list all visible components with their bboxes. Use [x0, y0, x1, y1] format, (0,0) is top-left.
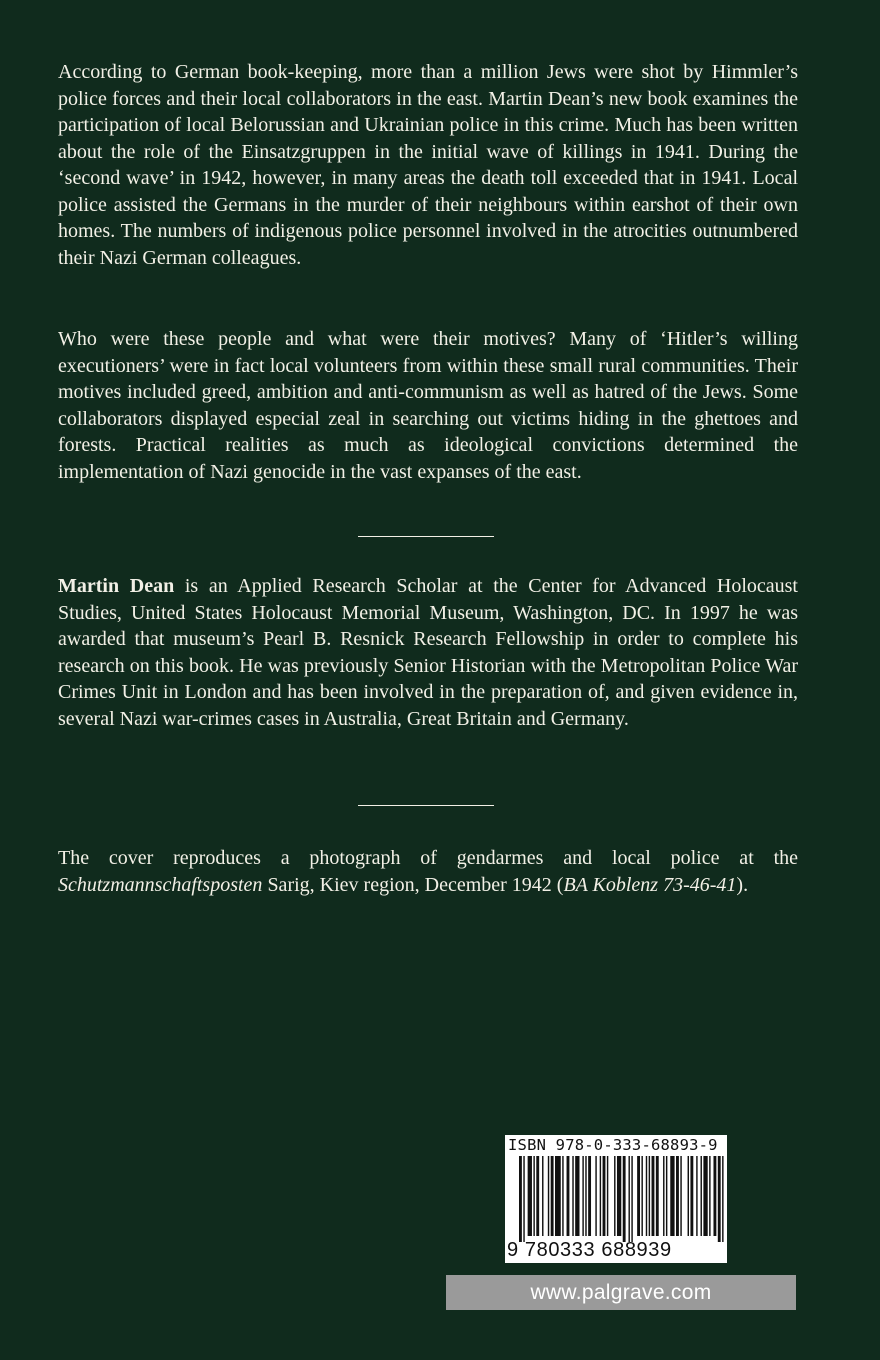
barcode-bar [688, 1156, 689, 1236]
barcode-bar [588, 1156, 591, 1236]
cover-note-location: Schutzmannschaftsposten [58, 873, 263, 896]
isbn-label: ISBN 978-0-333-68893-9 [508, 1136, 718, 1154]
barcode-bar [709, 1156, 710, 1236]
barcode-bar [718, 1156, 721, 1242]
barcode-bar [562, 1156, 563, 1236]
barcode-bar [652, 1156, 655, 1236]
barcode-bar [582, 1156, 583, 1236]
barcode-bar [666, 1156, 667, 1236]
barcode-bar [523, 1156, 524, 1242]
barcode-bar [600, 1156, 601, 1236]
barcode-bar [637, 1156, 640, 1236]
barcode-bar [614, 1156, 615, 1236]
barcode-bar [696, 1156, 697, 1236]
barcode-bar [528, 1156, 532, 1236]
barcode-bar [690, 1156, 693, 1236]
barcode-bar [676, 1156, 679, 1236]
barcode-bar [680, 1156, 681, 1236]
cover-note-intro: The cover reproduces a photograph of gendarmes and local police at the [58, 847, 798, 869]
isbn-barcode [505, 1135, 727, 1263]
barcode-bar [595, 1156, 596, 1236]
barcode-bar [551, 1156, 554, 1236]
barcode-bar [567, 1156, 570, 1236]
barcode-bar [631, 1156, 632, 1242]
barcode-bar [670, 1156, 674, 1236]
barcode-bar [572, 1156, 573, 1236]
barcode-bar [617, 1156, 621, 1236]
author-bio-text: is an Applied Research Scholar at the Center for Advanced Holocaust Studies, United States Holocaust Memorial Museum, Washington, DC. In 1997 he was awarded that museum’s Pearl B. Resnick Research Fellowship in order to complete his research on this book. He was previously Senior Historian with the Metropolitan Police War Crimes Unit in London and has been involved in the preparation of, and given evidence in, several Nazi war-crimes cases in Australia, Great Britain and Germany. [58, 575, 798, 730]
blurb-paragraph-1: According to German book-keeping, more than a million Jews were shot by Himmler’s police forces and their local collaborators in the east. Martin Dean’s new book examines the participation of local Belorussian and Ukrainian police in this crime. Much has been written about the role of the Einsatzgruppen in the initial wave of killings in 1941. During the ‘second wave’ in 1942, however, in many areas the death toll exceeded that in 1941. Local police assisted the Germans in the murder of their neighbours within earshot of their own homes. The numbers of indigenous police personnel involved in the atrocities outnumbered their Nazi German colleagues. [58, 61, 798, 269]
barcode-bar [628, 1156, 629, 1242]
barcode-bars [519, 1156, 725, 1242]
barcode-bar [722, 1156, 723, 1242]
barcode-bar [623, 1156, 626, 1242]
cover-note-middle: Sarig, Kiev region, December 1942 ( [262, 873, 564, 896]
barcode-bar [663, 1156, 664, 1236]
publisher-url[interactable]: www.palgrave.com [446, 1275, 796, 1310]
barcode-bar [641, 1156, 642, 1236]
barcode-bar [536, 1156, 539, 1236]
barcode-bar [713, 1156, 716, 1236]
barcode-bar [701, 1156, 702, 1236]
barcode-bar [646, 1156, 647, 1236]
barcode-bar [703, 1156, 707, 1236]
cover-note-end: ). [736, 873, 749, 896]
cover-note [58, 845, 798, 898]
divider-rule [358, 805, 494, 806]
barcode-bar [519, 1156, 522, 1242]
barcode-bar [548, 1156, 549, 1236]
barcode-bar [533, 1156, 534, 1236]
barcode-bar [585, 1156, 586, 1236]
barcode-bar [656, 1156, 659, 1236]
barcode-bar [607, 1156, 608, 1236]
ean-digits: 9 780333 688939 [507, 1239, 672, 1261]
divider-rule [358, 536, 494, 537]
barcode-bar [603, 1156, 606, 1236]
blurb-paragraph-2: Who were these people and what were their motives? Many of ‘Hitler’s willing executioners’ were in fact local volunteers from within these small rural communities. Their motives included greed, ambition and anti-communism as well as hatred of the Jews. Some collaborators displayed especial zeal in searching out victims hiding in the ghettoes and forests. Practical realities as much as ideological convictions determined the implementation of Nazi genocide in the vast expanses of the east. [58, 328, 798, 483]
barcode-bar [555, 1156, 561, 1236]
cover-note-source: BA Koblenz 73-46-41 [563, 873, 737, 896]
author-name: Martin Dean [58, 575, 175, 597]
author-bio [58, 573, 798, 732]
barcode-bar [649, 1156, 650, 1236]
barcode-bar [575, 1156, 579, 1236]
barcode-bar [542, 1156, 543, 1236]
